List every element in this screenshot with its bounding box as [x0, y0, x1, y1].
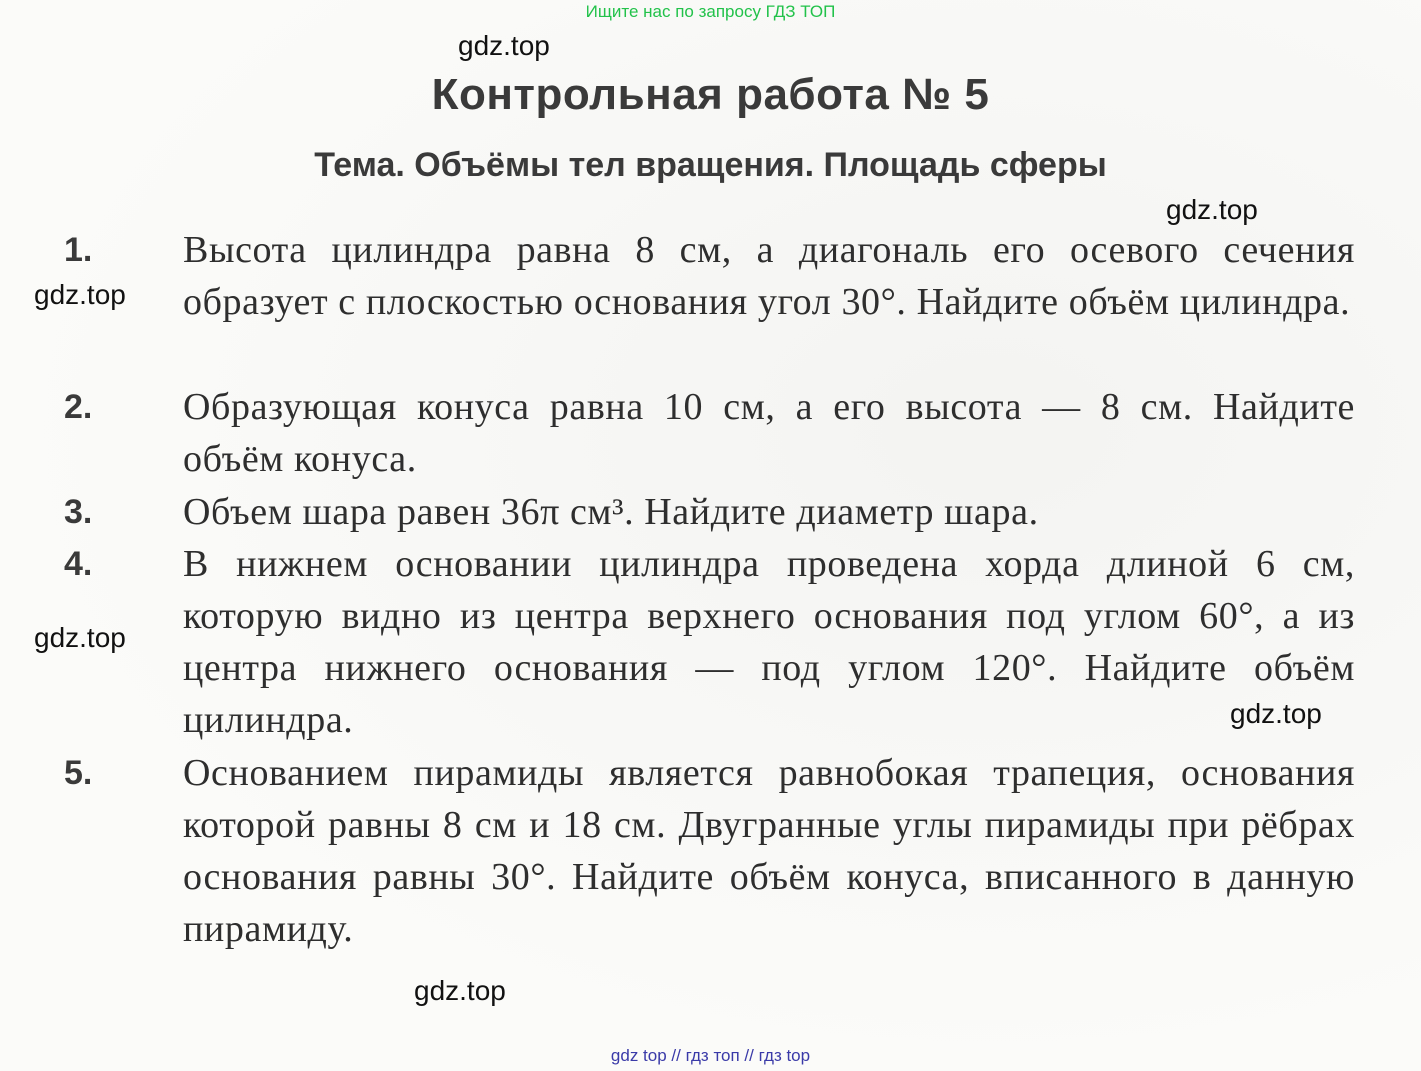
watermark: gdz.top: [1166, 194, 1258, 225]
problem-text: В нижнем основании цилиндра проведена хорда длиной 6 см, которую видно из центра верхнего основания под углом 60°, а из центра нижнего основания — под углом 120°. Найдите объём цилиндра.: [183, 543, 1355, 741]
page-title: Контрольная работа № 5: [431, 70, 990, 119]
problem-number: 5.: [64, 754, 93, 792]
problem-text: Образующая конуса равна 10 см, а его высота — 8 см. Найдите объём конуса.: [183, 386, 1355, 480]
problem-text: Высота цилиндра равна 8 см, а диагональ его осевого сечения образует с плоскостью основания угол 30°. Найдите объём цилиндра.: [183, 229, 1355, 323]
problem-text: Объем шара равен 36π см³. Найдите диаметр шара.: [183, 491, 1039, 533]
watermark: gdz.top: [1230, 698, 1322, 729]
problem-number: 1.: [64, 231, 93, 269]
page-subtitle: Тема. Объёмы тел вращения. Площадь сферы: [314, 146, 1107, 184]
bottom-banner[interactable]: gdz top // гдз топ // гдз top: [610, 1046, 811, 1065]
top-banner[interactable]: Ищите нас по запросу ГДЗ ТОП: [585, 2, 836, 21]
watermark: gdz.top: [458, 30, 550, 61]
problem-number: 4.: [64, 545, 93, 583]
problem-number: 3.: [64, 493, 93, 531]
watermark: gdz.top: [414, 975, 506, 1006]
watermark: gdz.top: [34, 622, 126, 653]
problem-text: Основанием пирамиды является равнобокая трапеция, основания которой равны 8 см и 18 см. Двугранные углы пирамиды при рёбрах основания равны 30°. Найдите объём конуса, вписанного в данную пирамиду.: [183, 752, 1355, 950]
watermark: gdz.top: [34, 279, 126, 310]
problem-number: 2.: [64, 388, 93, 426]
